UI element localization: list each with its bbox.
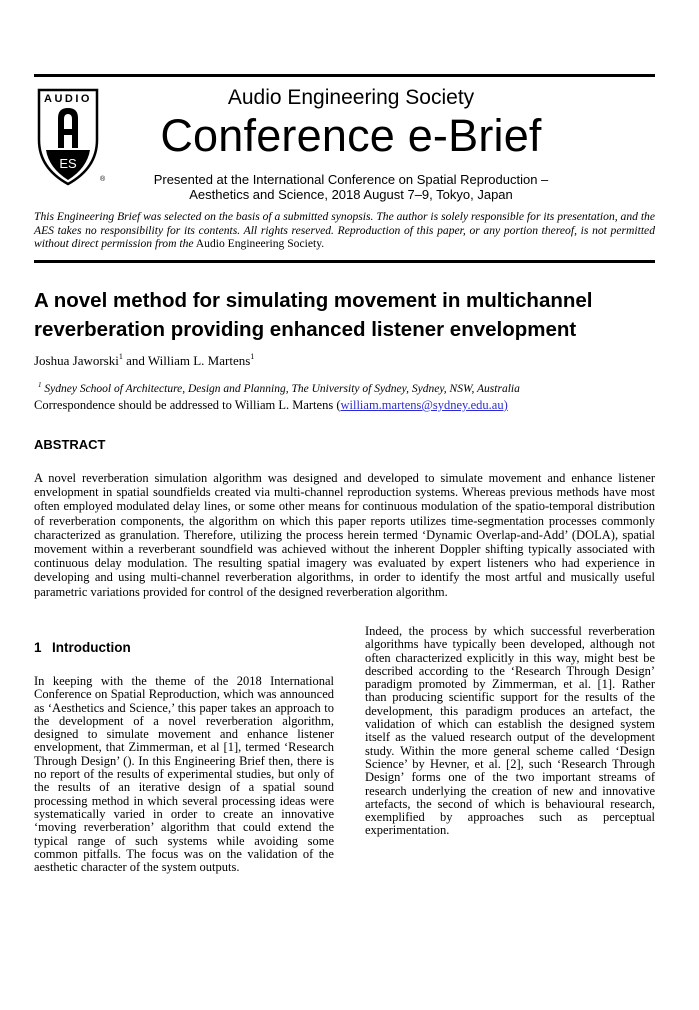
author-name: William L. Martens [147,353,251,368]
logo-es-text: ES [59,156,77,171]
header-bottom-rule [34,260,655,263]
section-title: Introduction [52,640,131,655]
registered-mark: ® [100,176,106,183]
aes-logo [37,88,99,186]
paper-title [34,286,674,344]
intro-paragraph-right: Indeed, the process by which successful reverberation algorithms have typically been developed, although not often characterized explicitly in this way, might best be described according to the ‘Research Through Design’ paradigm promoted by Zimmerman, et al. [1]. Rather than producing scientific support for the results of the development, this paradigm produces an artefact, the validation of which can establish the designed system itself as the valued research output of the development study. Within the more general scheme called ‘Design Science’ by Hevner, et al. [2], such ‘Research Through Design’ forms one of the two important streams of research underlying the creation of new and innovative artefacts, the second of which is behavioural research, exemplified by approaches such as perceptual experimentation. [365,624,655,838]
author-name: Joshua Jaworski [34,353,119,368]
disclaimer-society: Audio Engineering Society. [193,237,325,251]
section-number: 1 [34,640,42,655]
conference-info [120,172,582,202]
correspondence-text: Correspondence should be addressed to William L. Martens ( [34,398,341,412]
affiliation-mark: 1 [118,352,123,361]
section-heading [34,640,131,655]
correspondence [34,398,508,413]
publication-title: Conference e-Brief [160,110,542,161]
conference-line-2: Aesthetics and Science, 2018 August 7–9, Tokyo, Japan [189,187,513,202]
affiliation-text: Sydney School of Architecture, Design and Planning, The University of Sydney, Sydney, NSW, Australia [41,383,520,395]
society-name: Audio Engineering Society [227,86,475,109]
email-link[interactable]: william.martens@sydney.edu.au) [340,398,508,412]
affiliation-mark: 1 [250,352,255,361]
abstract-heading: ABSTRACT [34,437,106,452]
affiliation [38,378,520,396]
title-line-1: A novel method for simulating movement in multichannel [34,289,593,312]
intro-paragraph-left: In keeping with the theme of the 2018 International Conference on Spatial Reproduction, which was announced as ‘Aesthetics and Science,’ this paper takes an approach to the development of a novel reverberation algorithm, designed to simulate movement and enhance listener envelopment, that Zimmerman, et al [1], termed ‘Research Through Design’ (). In this Engineering Brief then, there is no report of the results of experimental studies, but only of the results of an iterative design of a spatial sound processing method in which several processing ideas were systematically varied in order to create an innovative ‘moving reverberation’ algorithm that could extend the typical range of such systems while avoiding some common pitfalls. The focus was on the validation of the aesthetic character of the system outputs. [34,674,334,875]
abstract-text: A novel reverberation simulation algorithm was designed and developed to simulate movement and enhance listener envelopment in spatial soundfields created via multi-channel reproduction systems. Whereas previous methods have most often employed modulated delay lines, or some other means for continuous modulation of the spatio-temporal distribution of reverberation components, the algorithm on which this paper reports utilizes time-segmentation processes commonly characterized as granulation. Therefore, utilizing the process herein termed ‘Dynamic Overlap-and-Add’ (DOLA), spatial movement within a reverberant soundfield was achieved without the inherent Doppler shifting typically associated with continuous delay modulation. The resulting spatial imagery was evaluated by expert listeners who had experience in developing and using multi-channel reverberation algorithms, in order to identify the most artful and musically useful parametric variations provided for control of the designed reverberation algorithm. [34,471,655,599]
title-line-2: reverberation providing enhanced listener envelopment [34,318,577,341]
disclaimer [34,210,655,251]
authors [34,349,254,369]
author-joiner: and [122,353,148,368]
conference-line-1: Presented at the International Conference on Spatial Reproduction – [153,172,549,187]
header-top-rule [34,74,655,77]
disclaimer-italic: This Engineering Brief was selected on the basis of a submitted synopsis. The author is solely responsible for its presentation, and the AES takes no responsibility for its contents. All rights reserved. Reproduction of this paper, or any portion thereof, is not permitted without direct permission from the [34,210,655,251]
logo-audio-text: AUDIO [44,93,92,105]
affiliation-mark: 1 [38,381,42,389]
